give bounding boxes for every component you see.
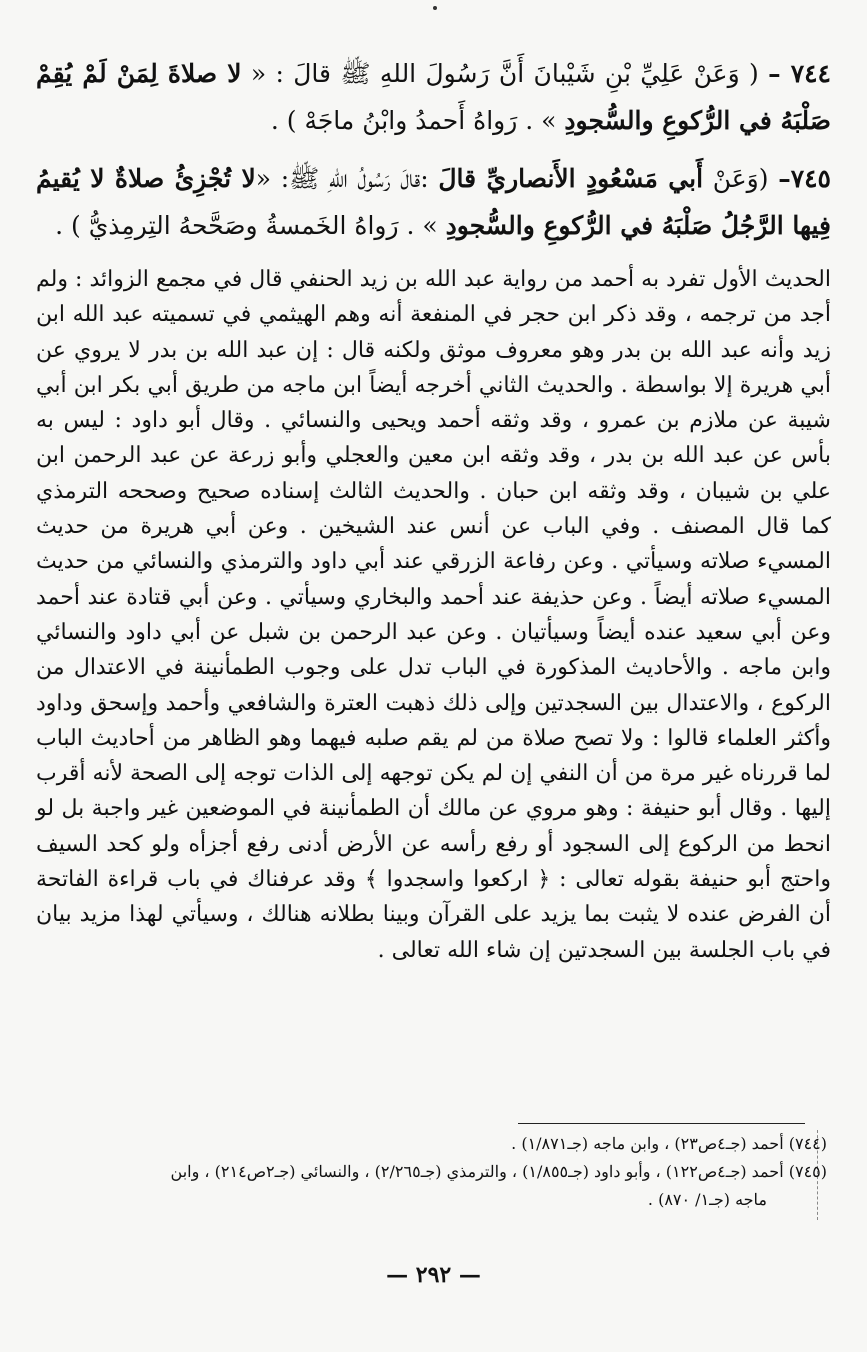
hadith-text: لا تُجْزِئُ صلاةٌ لا يُقيمُ فِيها الرَّجُلُ صَلْبَهُ في الرُّكوعِ والسُّجودِ [36, 164, 831, 240]
hadith-number: ٧٤٤ – [768, 59, 831, 88]
hadith-intro: ( وَعَنْ عَلِيِّ بْنِ شَيْبانَ أَنَّ رَسُولَ اللهِ ﷺ قالَ : « [241, 59, 769, 88]
commentary: الحديث الأول تفرد به أحمد من رواية عبد الله بن زيد الحنفي قال في مجمع الزوائد : ولم أجد من ترجمه ، وقد ذكر ابن حجر في المنفعة أنه وهم الهيثمي في تسميته عبد الله ابن زيد وأنه عبد الله بن بدر وهو معروف موثق ولكنه قال : إن عبد الله بن بدر لا يروي عن أبي هريرة إلا بواسطة . والحديث الثاني أخرجه أيضاً ابن ماجه من طريق أبي بكر ابن أبي شيبة عن ملازم بن عمرو ، وقد وثقه أحمد ويحيى والنسائي . وقال أبو داود : ليس به بأس عن عبد الله بن بدر ، وقد وثقه ابن معين والعجلي وأبو زرعة عن عبد الرحمن ابن علي بن شيبان ، وقد وثقه ابن حبان . والحديث الثالث إسناده صحيح وصححه الترمذي كما قال المصنف . وفي الباب عن أنس عند الشيخين . وعن أبي هريرة من حديث المسيء صلاته وسيأتي . وعن رفاعة الزرقي عند أبي داود والترمذي والنسائي من حديث المسيء صلاته أيضاً . وعن حذيفة عند أحمد والبخاري وسيأتي . وعن أبي قتادة عند أحمد وعن أبي سعيد عنده أيضاً وسيأتيان . وعن عبد الرحمن بن شبل عن أبي داود والنسائي وابن ماجه . والأحاديث المذكورة في الباب تدل على وجوب الطمأنينة في الاعتدال من الركوع ، والاعتدال بين السجدتين وإلى ذلك ذهبت العترة والشافعي وأحمد وإسحق وداود وأكثر العلماء قالوا : ولا تصح صلاة من لم يقم صلبه فيهما وهو الظاهر من أحاديث الباب لما قررناه غير مرة من أن النفي إن لم يكن توجهه إلى الذات توجه إلى الصحة لأنه أقرب إليها . وقال أبو حنيفة : وهو مروي عن مالك أن الطمأنينة في الموضعين غير واجبة بل لو انحط من الركوع إلى السجود أو رفع رأسه عن الأرض أدنى رفع أجزأه ولو كحد السيف واحتج أبو حنيفة بقوله تعالى : ﴿ اركعوا واسجدوا ﴾ وقد عرفناك في باب قراءة الفاتحة أن الفرض عنده لا يثبت بما يزيد على القرآن وبينا بطلانه هنالك ، وسيأتي لهذا مزيد بيان في باب الجلسة بين السجدتين إن شاء الله تعالى . [36, 267, 831, 963]
footnote-divider [518, 1123, 805, 1124]
hadith-source: » . رَواهُ أَحمدُ وابْنُ ماجَهْ ) . [270, 106, 565, 135]
footnotes [32, 1130, 827, 1214]
hadith-intro: (وَعَنْ [703, 164, 779, 193]
footnote-744: (٧٤٤) أحمد (جـ٤ص٢٣) ، وابن ماجه (جـ١/٨٧١) . [511, 1134, 827, 1153]
hadith-number: ٧٤٥– [778, 164, 831, 193]
hadith-narrator: أَبي مَسْعُودٍ الأَنصاريِّ قالَ [438, 164, 704, 193]
hadith-text: لا صلاةَ لِمَنْ لَمْ يُقِمْ صَلْبَهُ في الرُّكوعِ والسُّجودِ [36, 59, 831, 135]
hadith-744 [36, 50, 831, 144]
footnote-745-continued: ماجه (جـ١/ ٨٧٠) . [647, 1190, 767, 1209]
page-mark [433, 6, 437, 10]
hadith-745 [36, 155, 831, 249]
page-number: — ٢٩٢ — [386, 1262, 481, 1288]
hadith-intro-cont: :قالَ رَسُولُ اللهِ ﷺ: « [255, 164, 439, 193]
hadith-source: » . رَواهُ الخَمسةُ وصَحَّحهُ التِرمِذيُّ ) . [55, 211, 446, 240]
footnote-745: (٧٤٥) أحمد (جـ٤ص١٢٢) ، وأبو داود (جـ١/٨٥٥) ، والترمذي (جـ٢/٢٦٥) ، والنسائي (جـ٢ص٢١٤) ، وابن [170, 1162, 827, 1181]
